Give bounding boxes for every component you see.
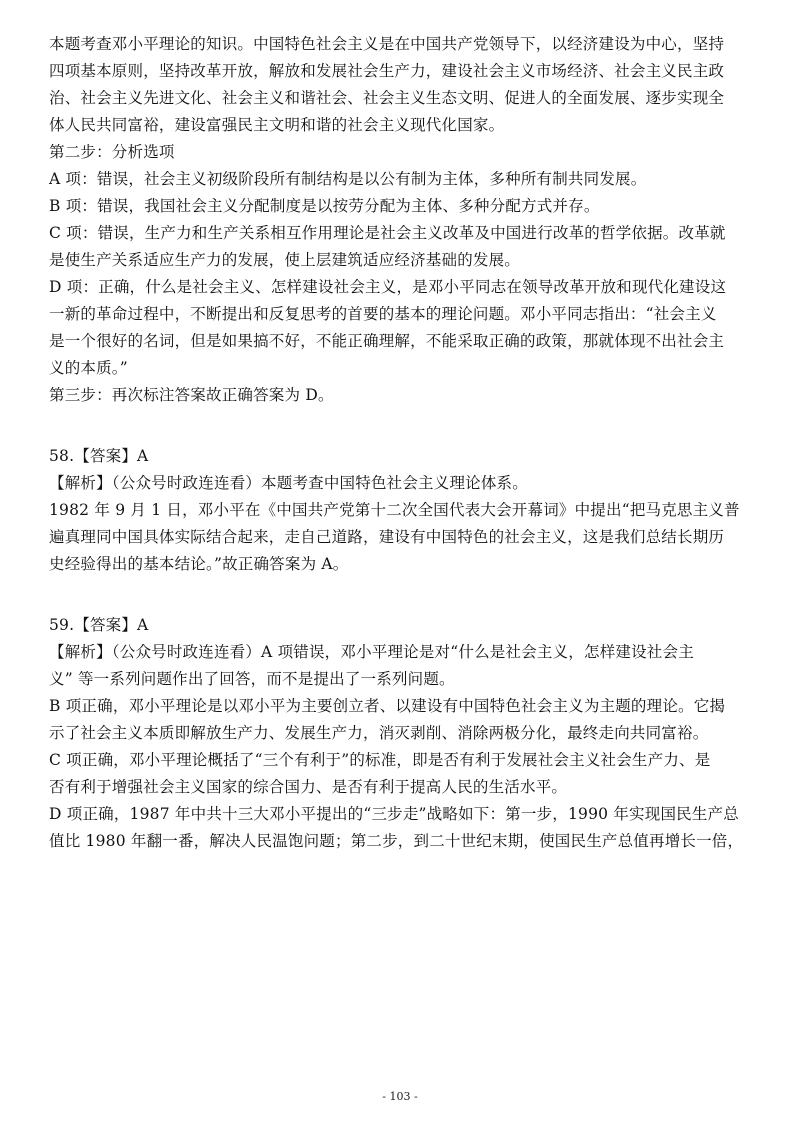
text-line: 遍真理同中国具体实际结合起来，走自己道路，建设有中国特色的社会主义，这是我们总结长期历 <box>49 528 725 546</box>
text-line: 义” 等一系列问题作出了回答，而不是提出了一系列问题。 <box>49 670 455 688</box>
answer-heading: 59.【答案】A <box>49 616 149 634</box>
answer-heading: 58.【答案】A <box>49 447 149 465</box>
section-step-analysis <box>49 32 755 410</box>
option-b-text: B 项：错误，我国社会主义分配制度是以按劳分配为主体、多种分配方式并存。 <box>49 197 600 215</box>
option-c-text: C 项：错误，生产力和生产关系相互作用理论是社会主义改革及中国进行改革的哲学依据。改革就 <box>49 224 726 242</box>
analysis-text: 【解析】（公众号时政连连看）A 项错误，邓小平理论是对“什么是社会主义，怎样建设社会主 <box>49 643 694 661</box>
analysis-text: 【解析】（公众号时政连连看）本题考查中国特色社会主义理论体系。 <box>49 474 528 492</box>
option-c-text: C 项正确，邓小平理论概括了“三个有利于”的标准，即是否有利于发展社会主义社会生产力、是 <box>49 751 711 769</box>
page-number: - 103 - <box>382 1090 418 1103</box>
text-line: 史经验得出的基本结论。”故正确答案为 A。 <box>49 555 349 573</box>
text-line: 示了社会主义本质即解放生产力、发展生产力，消灭剥削、消除两极分化，最终走向共同富裕。 <box>49 724 709 742</box>
step-heading: 第三步：再次标注答案故正确答案为 D。 <box>49 386 334 404</box>
step-heading: 第二步：分析选项 <box>49 143 175 161</box>
text-line: 体人民共同富裕，建设富强民主文明和谐的社会主义现代化国家。 <box>49 116 505 134</box>
text-line: 否有利于增强社会主义国家的综合国力、是否有利于提高人民的生活水平。 <box>49 778 568 796</box>
text-line: 一新的革命过程中，不断提出和反复思考的首要的基本的理论问题。邓小平同志指出：“社会主义 <box>49 305 717 323</box>
text-line: 义的本质。” <box>49 359 128 377</box>
document-page <box>49 32 755 856</box>
text-line: 本题考查邓小平理论的知识。中国特色社会主义是在中国共产党领导下，以经济建设为中心，坚持 <box>49 35 725 53</box>
text-line: 是使生产关系适应生产力的发展，使上层建筑适应经济基础的发展。 <box>49 251 521 269</box>
text-line: 是一个很好的名词，但是如果搞不好，不能正确理解，不能采取正确的政策，那就体现不出社会主 <box>49 332 725 350</box>
question-59 <box>49 613 755 856</box>
option-a-text: A 项：错误，社会主义初级阶段所有制结构是以公有制为主体，多种所有制共同发展。 <box>49 170 647 188</box>
text-line: 值比 1980 年翻一番，解决人民温饱问题；第二步，到二十世纪末期，使国民生产总值再增长一倍， <box>49 832 744 850</box>
text-line: 四项基本原则，坚持改革开放，解放和发展社会生产力，建设社会主义市场经济、社会主义民主政 <box>49 62 725 80</box>
text-line: 治、社会主义先进文化、社会主义和谐社会、社会主义生态文明、促进人的全面发展、逐步实现全 <box>49 89 725 107</box>
option-b-text: B 项正确，邓小平理论是以邓小平为主要创立者、以建设有中国特色社会主义为主题的理论。它揭 <box>49 697 726 715</box>
option-d-text: D 项正确，1987 年中共十三大邓小平提出的“三步走”战略如下：第一步，1990 年实现国民生产总 <box>49 805 739 823</box>
text-line: 1982 年 9 月 1 日，邓小平在《中国共产党第十二次全国代表大会开幕词》中提出“把马克思主义普 <box>49 501 740 519</box>
option-d-text: D 项：正确，什么是社会主义、怎样建设社会主义，是邓小平同志在领导改革开放和现代化建设这 <box>49 278 727 296</box>
question-58 <box>49 444 755 579</box>
